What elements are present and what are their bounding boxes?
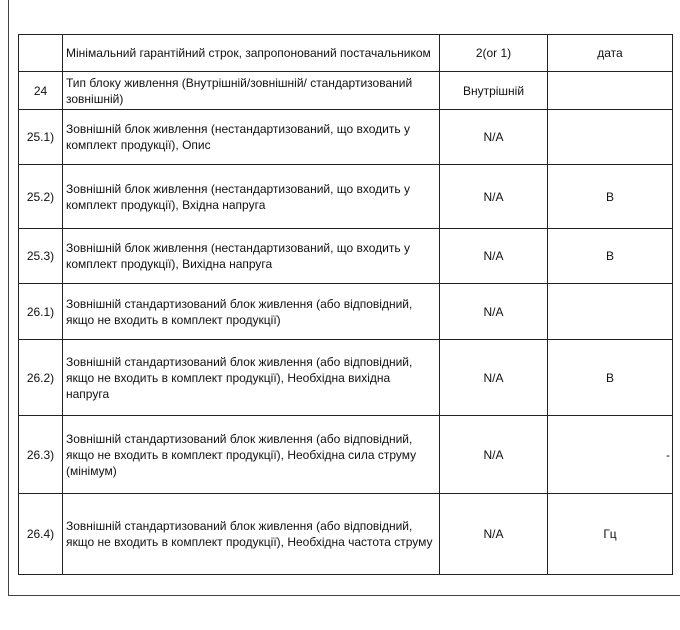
spec-table — [18, 34, 673, 575]
row-description: Зовнішній стандартизований блок живлення (або відповідний, якщо не входить в комплект продукції), Необхідна сила струму (мінімум) — [63, 416, 440, 494]
row-description: Зовнішній блок живлення (нестандартизований, що входить у комплект продукції), Опис — [63, 110, 440, 165]
row-unit: В — [548, 340, 673, 416]
dash-mark: - — [666, 447, 670, 462]
row-unit: Гц — [548, 494, 673, 575]
row-unit: В — [548, 229, 673, 284]
row-description: Зовнішній блок живлення (нестандартизований, що входить у комплект продукції), Вхідна напруга — [63, 165, 440, 229]
row-number: 25.3) — [19, 229, 63, 284]
row-unit — [548, 284, 673, 340]
row-number: 26.3) — [19, 416, 63, 494]
row-value: N/A — [440, 284, 548, 340]
row-unit — [548, 72, 673, 110]
row-description: Зовнішній стандартизований блок живлення (або відповідний, якщо не входить в комплект продукції) — [63, 284, 440, 340]
row-value: N/A — [440, 110, 548, 165]
row-description: Зовнішній стандартизований блок живлення (або відповідний, якщо не входить в комплект продукції), Необхідна вихідна напруга — [63, 340, 440, 416]
row-description: Зовнішній блок живлення (нестандартизований, що входить у комплект продукції), Вихідна напруга — [63, 229, 440, 284]
row-value: N/A — [440, 340, 548, 416]
row-number: 26.4) — [19, 494, 63, 575]
table-row — [19, 72, 673, 110]
table-row — [19, 229, 673, 284]
row-unit — [548, 110, 673, 165]
row-number: 26.1) — [19, 284, 63, 340]
row-value: N/A — [440, 165, 548, 229]
row-unit — [548, 416, 673, 494]
row-description: Зовнішній стандартизований блок живлення (або відповідний, якщо не входить в комплект продукції), Необхідна частота струму — [63, 494, 440, 575]
table-row — [19, 494, 673, 575]
row-value: Внутрішній — [440, 72, 548, 110]
row-value: N/A — [440, 229, 548, 284]
row-description: Мінімальний гарантійний строк, запропонований постачальником — [63, 35, 440, 72]
table-row — [19, 340, 673, 416]
row-value: N/A — [440, 494, 548, 575]
row-unit: дата — [548, 35, 673, 72]
table-row — [19, 110, 673, 165]
table-row — [19, 35, 673, 72]
row-value: N/A — [440, 416, 548, 494]
row-number: 24 — [19, 72, 63, 110]
row-number: 25.2) — [19, 165, 63, 229]
row-unit: В — [548, 165, 673, 229]
row-value: 2(or 1) — [440, 35, 548, 72]
row-number: 25.1) — [19, 110, 63, 165]
row-number: 26.2) — [19, 340, 63, 416]
table-row — [19, 416, 673, 494]
table-row — [19, 165, 673, 229]
row-description: Тип блоку живлення (Внутрішній/зовнішній/ стандартизований зовнішній) — [63, 72, 440, 110]
row-number — [19, 35, 63, 72]
table-row — [19, 284, 673, 340]
